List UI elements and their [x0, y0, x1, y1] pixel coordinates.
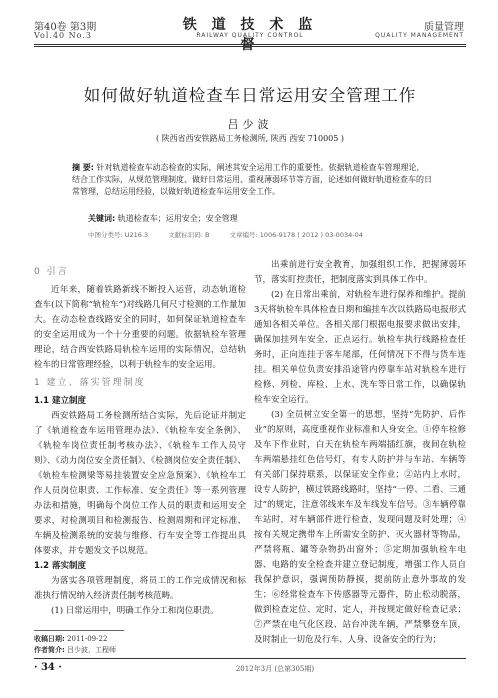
author-bio-label: 作者简介: — [34, 646, 65, 654]
author-affiliation: ( 陕西省西安铁路局工务检测所, 陕西 西安 710005 ) — [155, 134, 345, 143]
journal-title-cn: 铁 道 技 术 监 督 — [182, 17, 318, 53]
intro-paragraph: 近年来，随着铁路新线不断投入运营，动态轨道检查车(以下简称“轨检车”)对线路几何尺寸检测的工作量加大。在动态检查线路安全的同时，如何保证轨道检查车的安全运用成为一个十分重要的问题。依据轨检车管理理论，结合西安铁路局轨检车运用的实际情况，总结轨检车的日常管理经验，以利于轨检车的安全运用。 — [34, 285, 246, 370]
header-rule-bottom — [34, 46, 466, 47]
right-paragraph-1: 出乘前进行安全教育，加强组织工作，把握薄弱环节，落实盯控责任，把制度落实到具体工作中。 — [254, 260, 466, 285]
author-bio: 吕少波，工程师 — [67, 646, 117, 654]
section-1-2-paragraph: 为落实各项管理制度，将员工的工作完成情况和标准执行情况纳入经济责任制考核范畴。 — [34, 576, 246, 601]
journal-title-en: RAILWAY QUALITY CONTROL — [196, 32, 304, 39]
article-author: 吕少波 — [227, 118, 273, 131]
received-date: 2011-09-22 — [67, 635, 108, 643]
keywords-label: 关键词: — [88, 214, 116, 223]
abstract-text: 针对轨道检查车动态检查的实际，阐述其安全运用工作的重要性。依据轨道检查车管理理论，结合工作实际，从规范管理制度、做好日常运用、重视薄弱环节等方面，论述如何做好轨道检查车的日常管理，总结运用经验，以做好轨道检查车运用安全工作。 — [72, 163, 432, 196]
right-paragraph-3: (3) 全员树立安全第一的思想，坚持“先防护、后作业”的原则，高度重视作业标准和人身安全。①停车检修及车下作业时，白天在轨检车两端插红旗，夜间在轨检车两端悬挂红色信号灯，有专人防护并与车站、车辆等有关部门保持联系，以保证安全作业；②站内上水时，设专人防护，横过铁路线路时，坚持“一停、二看、三通过”的规定，注意邻线来车及车线发车信号。③车辆停靠车站时，对车辆部件进行检查，发现问题及时处理；④按有关规定携带车上所需安全防护、灭火器材等物品，严禁将瓶、罐等杂物扔出窗外；⑤定期加强轨检车电器、电路的安全检查并建立登记制度，增强工作人员自我保护意识，强调预防静摸，提前防止意外事故的发生；⑥经常检查车下传感器等元器件，防止松动脱落，做到检查定位、定时、定人，并按规定做好检查记录；⑦严禁在电气化区段、站台冲洗车辆，严禁攀登车顶，及时制止一切危及行车、人身、设备安全的行为； — [254, 410, 466, 645]
volume-en: Vol.40 No.3 — [34, 31, 92, 40]
abstract-label: 摘 要: — [72, 163, 94, 172]
section-1-2-item-1: (1) 日常运用中，明确工作分工和岗位职责。 — [51, 606, 219, 616]
issue-date: 2012年3月 (总第305期) — [235, 665, 315, 673]
footnote — [34, 634, 244, 656]
right-paragraph-2: (2) 在日常出乘前，对轨检车进行保养和维护。提前3天将轨检车具体检查日期和编挂车次以铁路局电报形式通知各相关单位。各相关部门根据电报要求做出安排，确保加挂列车安全、正点运行。轨检车执行线路检查任务时，正向连挂于客车尾部，任何情况下不得与货车连挂。相关单位负责安排沿途管内停靠车站对轨检车进行检修、列检、库检、上水、洗车等日常工作，以确保轨检车安全运行。 — [254, 290, 466, 405]
keywords-text: 轨道检查车；运用安全；安全管理 — [117, 214, 238, 223]
section-en: QUALITY MANAGEMENT — [375, 32, 464, 39]
volume-cn: 第40卷 第3期 — [34, 22, 97, 33]
section-1-2-heading: 1.2 落实制度 — [34, 561, 87, 571]
section-1-1-heading: 1.1 建立制度 — [34, 396, 87, 406]
page-number: · 34 · — [34, 662, 62, 673]
section-1-heading: 1 建立、落实管理制度 — [34, 378, 146, 388]
footnote-rule — [34, 630, 124, 631]
received-label: 收稿日期: — [34, 635, 65, 643]
keywords — [88, 213, 428, 224]
document-code: 文献标识码: B — [168, 231, 210, 239]
classification-line — [88, 230, 448, 239]
footer-rule — [34, 658, 466, 659]
right-column — [254, 258, 466, 648]
section-cn: 质量管理 — [424, 22, 464, 33]
article-title: 如何做好轨道检查车日常运用安全管理工作 — [83, 86, 417, 105]
abstract — [72, 162, 432, 198]
received-line — [34, 634, 244, 645]
header-rule-top — [34, 44, 466, 45]
author-bio-line — [34, 645, 244, 656]
article-number: 文章编号: 1006-9178 ( 2012 ) 03-0034-04 — [229, 231, 363, 239]
running-header — [0, 0, 498, 53]
clc-number: 中图分类号: U216.3 — [88, 231, 149, 239]
left-column — [34, 262, 246, 619]
intro-heading: 0 引言 — [34, 267, 69, 277]
section-1-1-paragraph: 西安铁路局工务检测所结合实际，先后论证并制定了《轨道检查车运用管理办法》、《轨检车安全条例》、《轨检车岗位责任制考核办法》、《轨检车工作人员守则》、《动力岗位安全责任制》、《检测岗位安全责任制》、《轨检车检测梁等易挂装置安全应急预案》、《轨检车工作人员岗位职责、工作标准、安全责任》等一系列管理办法和措施，明确每个岗位工作人员的职责和运用安全要求，对检测项目和检测报告、检测周期和评定标准、车辆及检测系统的安装与维修、行车安全等工作提出具体要求，并专题发文予以规范。 — [34, 411, 246, 556]
